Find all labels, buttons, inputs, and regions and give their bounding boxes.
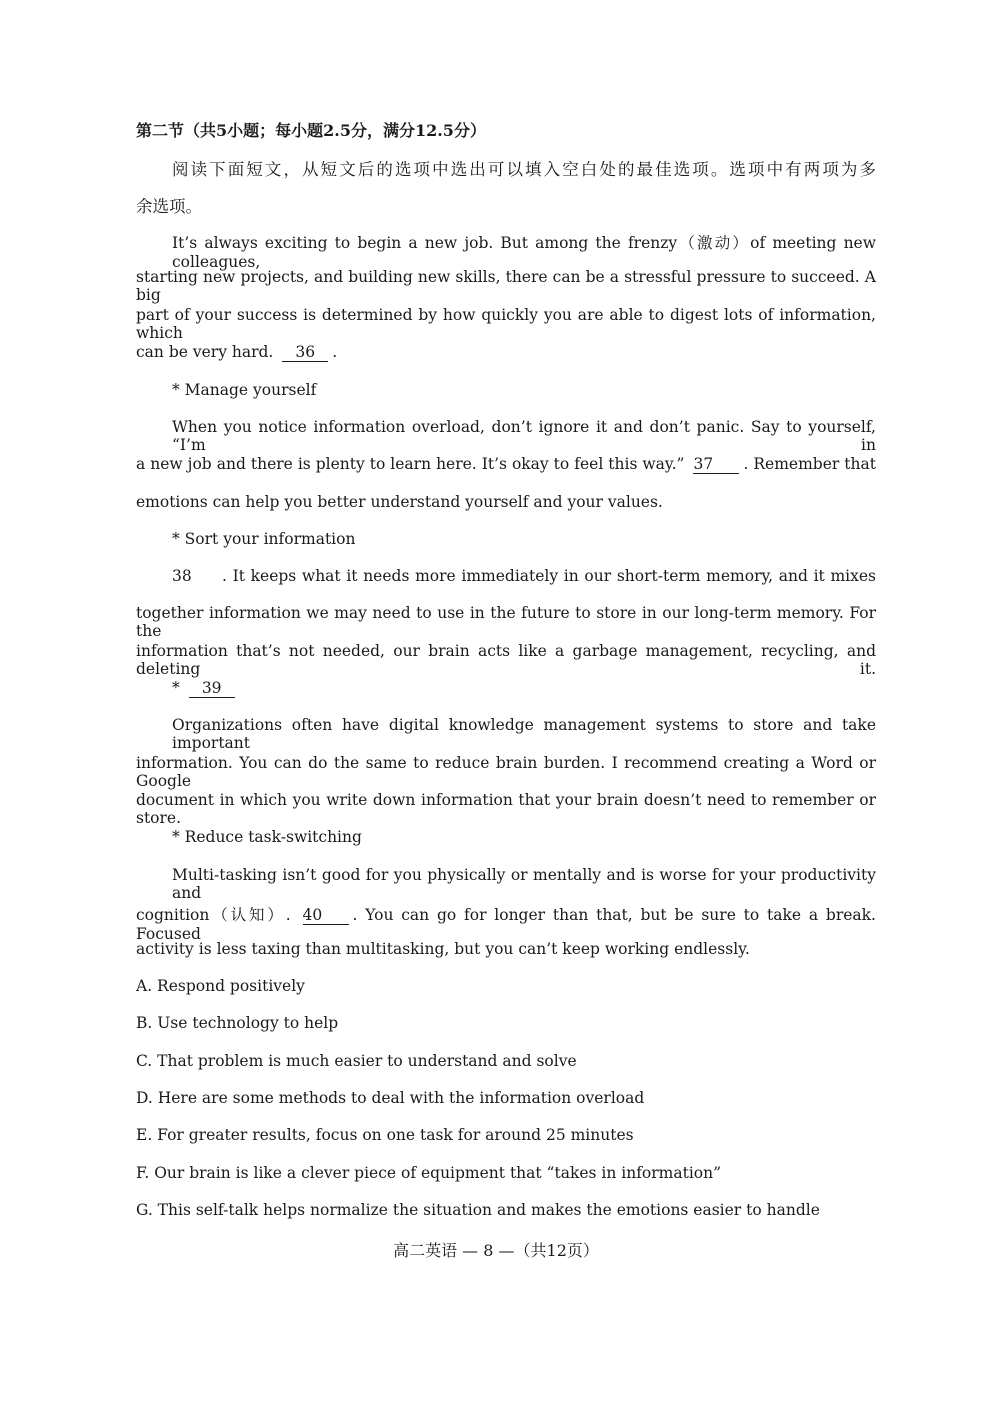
page-footer: 高二英语 — 8 —（共12页） xyxy=(393,1241,599,1260)
paragraph-5-line-2-text: cognition（认知）. xyxy=(136,906,291,924)
paragraph-4-line-3: document in which you write down information that your brain doesn’t need to remember or store. xyxy=(136,791,876,827)
blank-37: 37 xyxy=(693,456,739,474)
paragraph-2-line-2-text: a new job and there is plenty to learn here. It’s okay to feel this way.” xyxy=(136,455,685,473)
option-f: F. Our brain is like a clever piece of equipment that “takes in information” xyxy=(136,1164,722,1182)
option-c: C. That problem is much easier to understand and solve xyxy=(136,1052,577,1070)
subheading-sort-information: * Sort your information xyxy=(172,530,356,548)
paragraph-2-line-2-end: . Remember that xyxy=(743,455,876,473)
paragraph-3-line-2: together information we may need to use in the future to store in our long-term memory. For the xyxy=(136,604,876,640)
option-b: B. Use technology to help xyxy=(136,1014,339,1032)
paragraph-5-line-1: Multi-tasking isn’t good for you physically or mentally and is worse for your productivity and xyxy=(172,866,876,902)
option-e: E. For greater results, focus on one task for around 25 minutes xyxy=(136,1126,634,1144)
paragraph-1-line-4 xyxy=(136,343,337,362)
paragraph-3-line-1-text: . It keeps what it needs more immediately in our short-term memory, and it mixes xyxy=(222,567,876,585)
blank-38: 38 xyxy=(172,567,192,585)
paragraph-4-line-2: information. You can do the same to reduce brain burden. I recommend creating a Word or Google xyxy=(136,754,876,790)
blank-39: 39 xyxy=(189,680,235,698)
paragraph-4-line-1: Organizations often have digital knowledge management systems to store and take important xyxy=(172,716,876,752)
blank-40: 40 xyxy=(303,907,349,925)
paragraph-5-line-2-end: . You can go for longer than that, but be sure to take a break. Focused xyxy=(136,906,876,944)
option-d: D. Here are some methods to deal with the information overload xyxy=(136,1089,645,1107)
paragraph-2-line-3: emotions can help you better understand yourself and your values. xyxy=(136,493,663,511)
paragraph-1-line-1: It’s always exciting to begin a new job. But among the frenzy（激动）of meeting new colleagues, xyxy=(172,234,876,271)
subheading-39-star: * xyxy=(172,679,180,697)
subheading-manage-yourself: * Manage yourself xyxy=(172,381,317,399)
subheading-reduce-task-switching: * Reduce task-switching xyxy=(172,828,362,846)
paragraph-5-line-2 xyxy=(136,903,876,943)
section-heading: 第二节（共5小题；每小题2.5分，满分12.5分） xyxy=(136,121,486,140)
paragraph-3-line-3: information that’s not needed, our brain acts like a garbage management, recycling, and deleting it. xyxy=(136,642,876,678)
paragraph-3-line-1 xyxy=(172,567,876,586)
paragraph-1-line-4-text: can be very hard. xyxy=(136,343,274,361)
paragraph-2-line-2 xyxy=(136,455,876,474)
paragraph-1-line-3: part of your success is determined by how quickly you are able to digest lots of information, which xyxy=(136,306,876,342)
instructions-line-1: 阅读下面短文，从短文后的选项中选出可以填入空白处的最佳选项。选项中有两项为多 xyxy=(172,160,876,179)
paragraph-5-line-3: activity is less taxing than multitasking, but you can’t keep working endlessly. xyxy=(136,940,750,958)
blank-36: 36 xyxy=(282,344,328,362)
option-g: G. This self-talk helps normalize the situation and makes the emotions easier to handle xyxy=(136,1201,820,1219)
paragraph-1-line-2: starting new projects, and building new skills, there can be a stressful pressure to succeed. A big xyxy=(136,268,876,304)
paragraph-1-line-4-end: . xyxy=(332,343,338,361)
instructions-line-2: 余选项。 xyxy=(136,197,202,216)
subheading-39 xyxy=(172,679,239,698)
paragraph-2-line-1: When you notice information overload, don’t ignore it and don’t panic. Say to yourself, “I’m in xyxy=(172,418,876,454)
option-a: A. Respond positively xyxy=(136,977,305,995)
